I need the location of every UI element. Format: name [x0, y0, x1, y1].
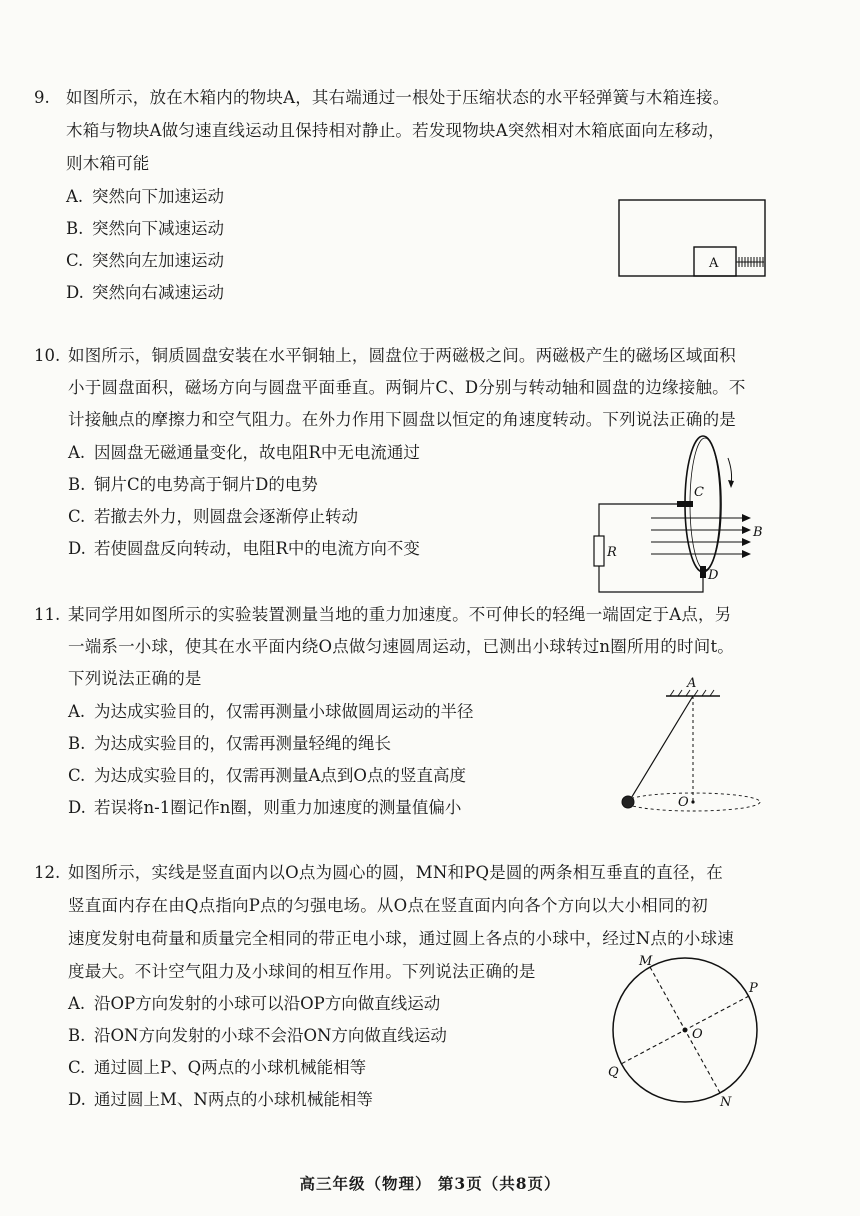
resistor	[594, 536, 604, 566]
option-d: D. 若误将n-1圈记作n圈，则重力加速度的测量值偏小	[68, 798, 462, 817]
point-q-label: Q	[608, 1065, 619, 1080]
point-p-label: P	[749, 981, 758, 996]
question-stem-line: 速度发射电荷量和质量完全相同的带正电小球，通过圆上各点的小球中，经过N点的小球速	[68, 929, 734, 948]
option-b: B. 铜片C的电势高于铜片D的电势	[68, 475, 318, 494]
option-c: C. 通过圆上P、Q两点的小球机械能相等	[68, 1058, 367, 1077]
option-b: B. 沿ON方向发射的小球不会沿ON方向做直线运动	[68, 1026, 447, 1045]
copper-strip-d	[700, 566, 706, 578]
page-footer: 高三年级（物理） 第3页（共8页）	[299, 1174, 561, 1193]
light-string	[630, 696, 693, 800]
block-label: A	[709, 256, 719, 271]
small-ball	[622, 796, 634, 808]
question-number: 12.	[34, 863, 61, 882]
option-b: B. 为达成实验目的，仅需再测量轻绳的绳长	[68, 734, 391, 753]
question-stem-line: 下列说法正确的是	[68, 669, 202, 688]
field-arrow-icons	[742, 514, 751, 558]
question-stem-line: 计接触点的摩擦力和空气阻力。在外力作用下圆盘以恒定的角速度转动。下列说法正确的是	[68, 410, 736, 429]
wooden-box	[619, 200, 765, 276]
box-spring-figure	[612, 196, 772, 282]
field-label: B	[753, 525, 763, 540]
point-n-label: N	[720, 1095, 732, 1110]
option-a: A. 为达成实验目的，仅需再测量小球做圆周运动的半径	[68, 702, 474, 721]
circle-field-figure	[596, 950, 776, 1120]
question-stem-line: 竖直面内存在由Q点指向P点的匀强电场。从O点在竖直面内向各个方向以大小相同的初	[68, 896, 708, 915]
resistor-label: R	[607, 545, 617, 560]
question-stem-line: 如图所示，放在木箱内的物块A，其右端通过一根处于压缩状态的水平轻弹簧与木箱连接。	[66, 88, 730, 107]
option-d: D. 突然向右减速运动	[66, 283, 224, 302]
question-number: 11.	[34, 605, 61, 624]
question-number: 10.	[34, 346, 61, 365]
spring-icon	[736, 257, 764, 267]
strip-c-label: C	[694, 485, 704, 500]
strip-d-label: D	[708, 568, 719, 583]
option-c: C. 突然向左加速运动	[66, 251, 224, 270]
point-o-label: O	[678, 795, 689, 810]
question-stem-line: 某同学用如图所示的实验装置测量当地的重力加速度。不可伸长的轻绳一端固定于A点，另	[68, 605, 732, 624]
option-b: B. 突然向下减速运动	[66, 219, 224, 238]
question-stem-line: 度最大。不计空气阻力及小球间的相互作用。下列说法正确的是	[68, 962, 536, 981]
option-a: A. 突然向下加速运动	[66, 187, 224, 206]
question-stem-line: 如图所示，铜质圆盘安装在水平铜轴上，圆盘位于两磁极之间。两磁极产生的磁场区域面积	[68, 346, 736, 365]
question-stem-line: 一端系一小球，使其在水平面内绕O点做匀速圆周运动，已测出小球转过n圈所用的时间t。	[68, 637, 734, 656]
point-o-label: O	[692, 1027, 703, 1042]
option-d: D. 通过圆上M、N两点的小球机械能相等	[68, 1090, 373, 1109]
option-a: A. 沿OP方向发射的小球可以沿OP方向做直线运动	[68, 994, 441, 1013]
question-stem-line: 如图所示，实线是竖直面内以O点为圆心的圆，MN和PQ是圆的两条相互垂直的直径，在	[68, 863, 723, 882]
option-c: C. 为达成实验目的，仅需再测量A点到O点的竖直高度	[68, 766, 466, 785]
option-c: C. 若撤去外力，则圆盘会逐渐停止转动	[68, 507, 358, 526]
point-m-label: M	[639, 954, 653, 969]
conical-pendulum-figure	[610, 672, 770, 822]
option-a: A. 因圆盘无磁通量变化，故电阻R中无电流通过	[68, 443, 420, 462]
point-a-label: A	[687, 676, 697, 691]
question-stem-line: 则木箱可能	[66, 154, 150, 173]
center-point	[683, 1028, 688, 1033]
question-stem-line: 小于圆盘面积，磁场方向与圆盘平面垂直。两铜片C、D分别与转动轴和圆盘的边缘接触。不	[68, 378, 746, 397]
copper-strip-c	[677, 501, 693, 507]
question-stem-line: 木箱与物块A做匀速直线运动且保持相对静止。若发现物块A突然相对木箱底面向左移动，	[66, 121, 725, 140]
copper-disk-figure	[585, 432, 775, 597]
question-number: 9.	[34, 88, 50, 107]
option-d: D. 若使圆盘反向转动，电阻R中的电流方向不变	[68, 539, 420, 558]
magnetic-field-lines	[651, 518, 745, 554]
